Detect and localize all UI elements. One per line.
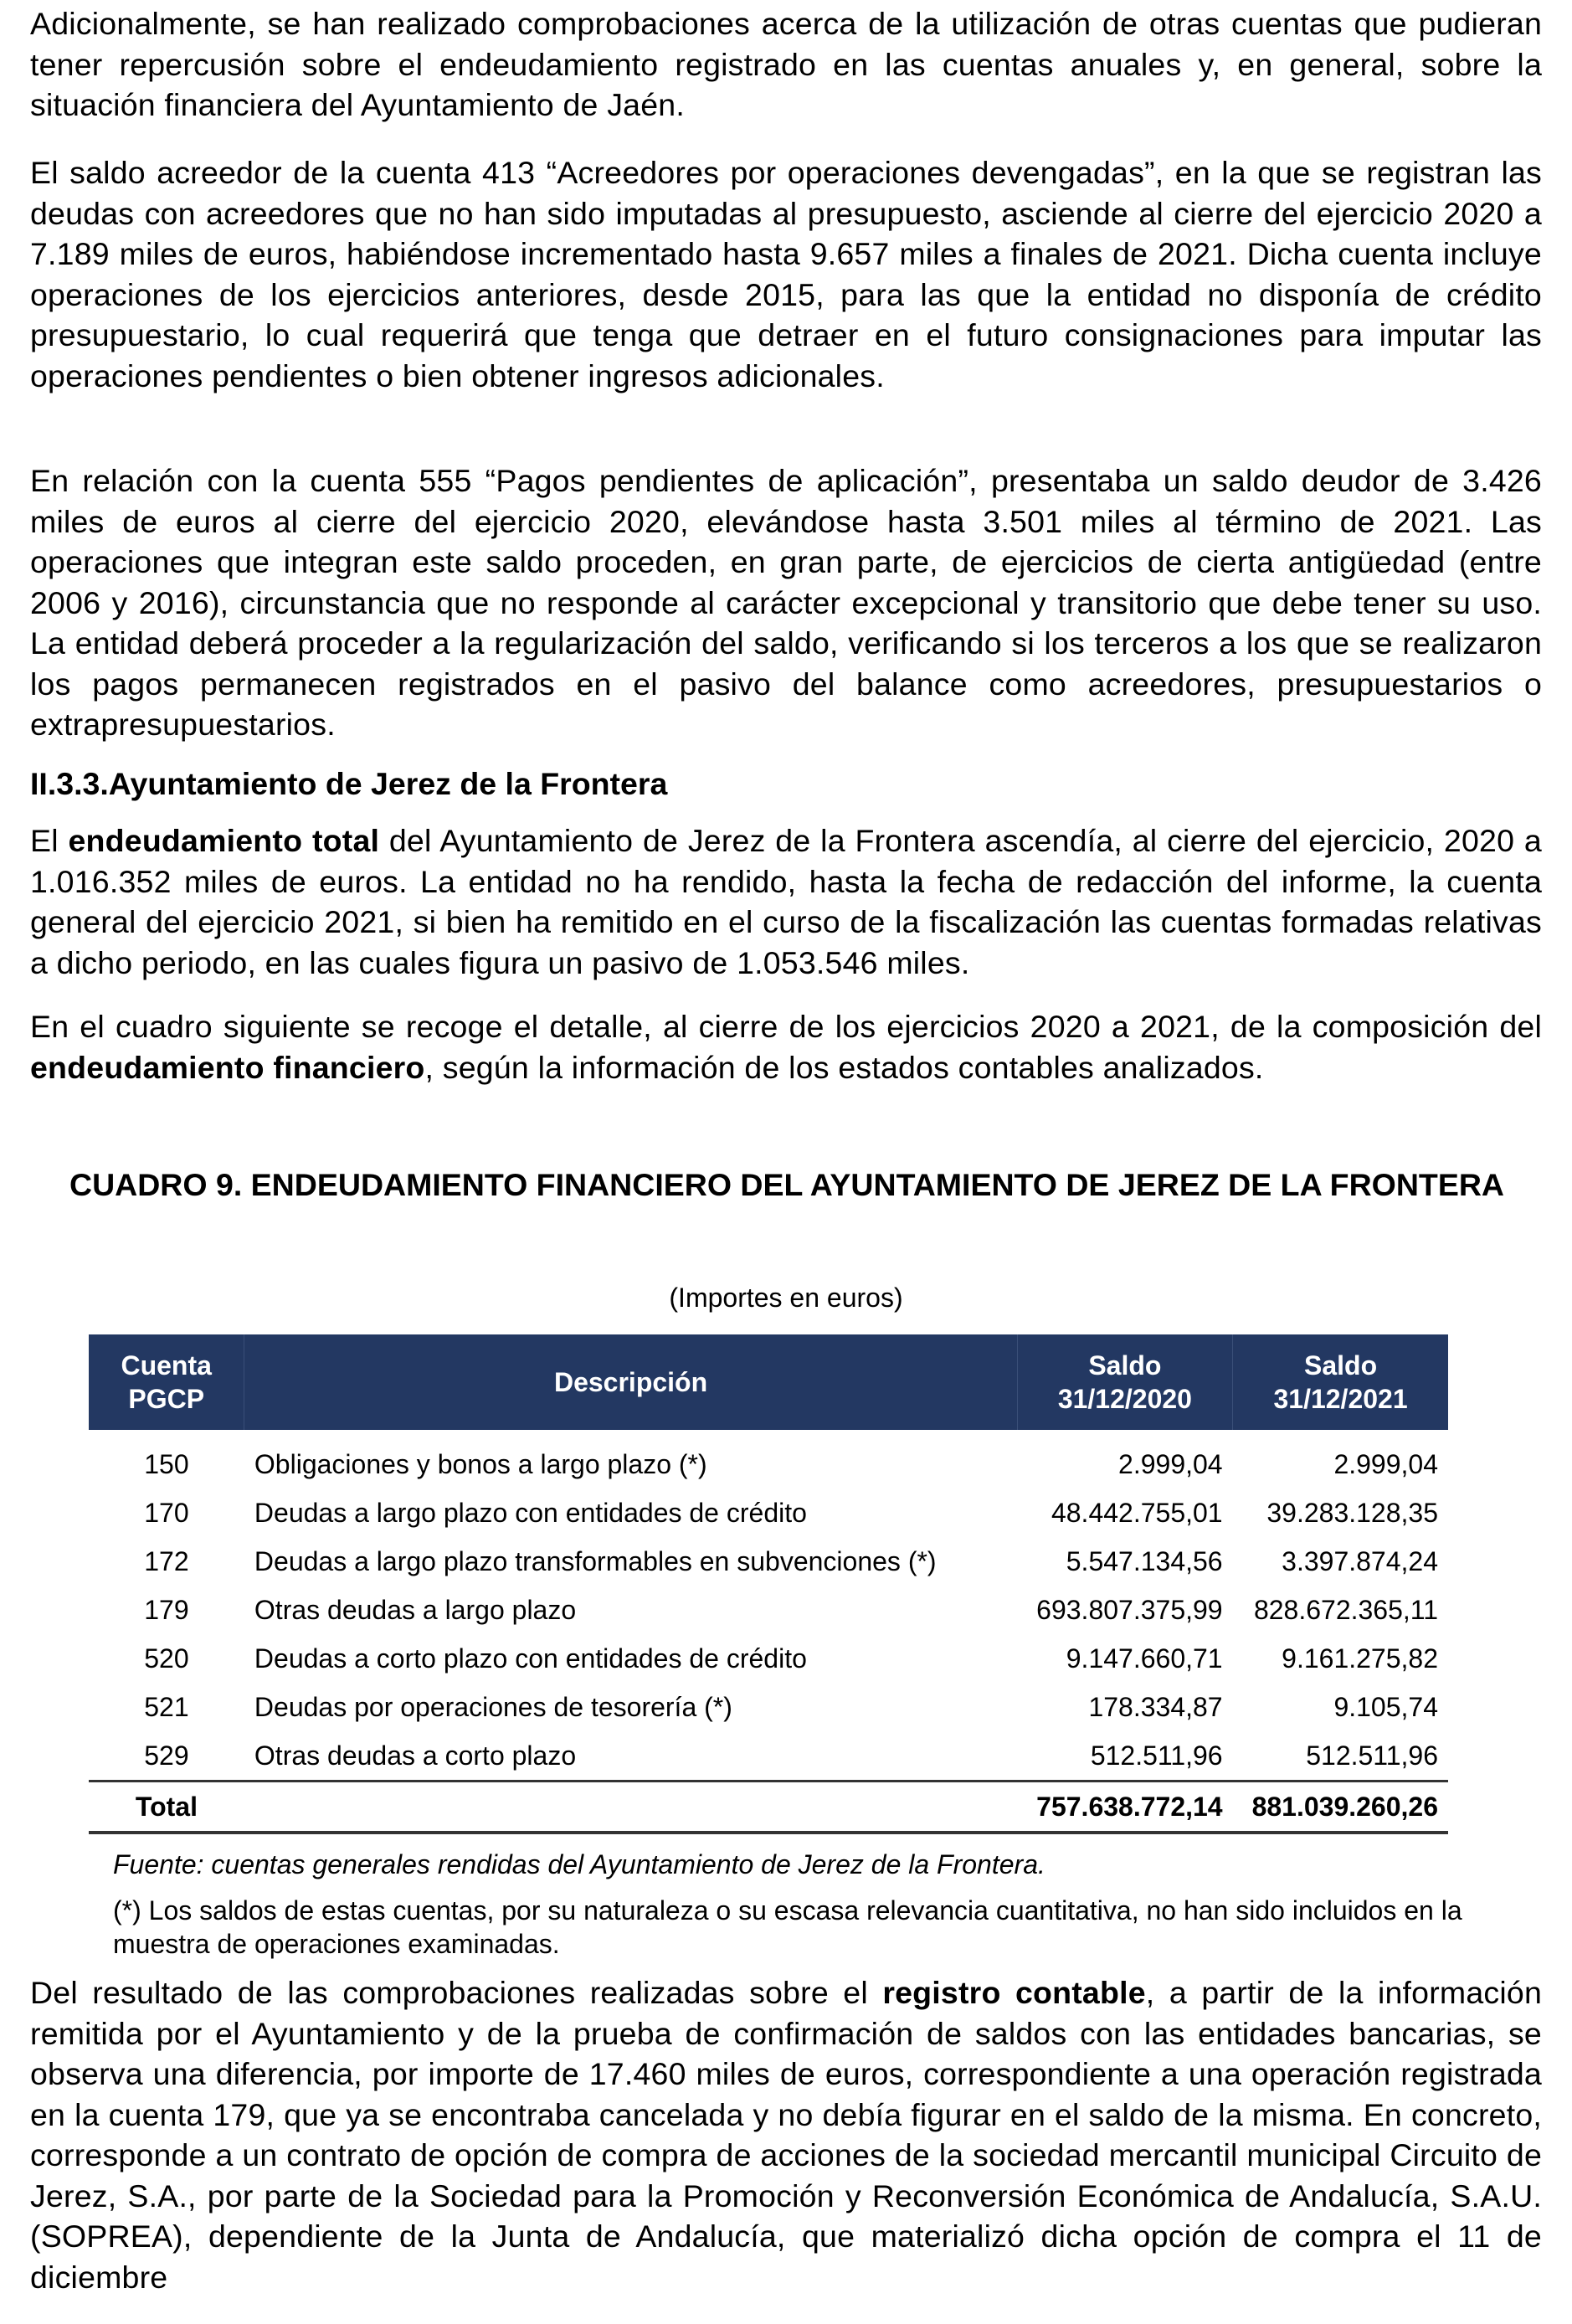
- cell-descripcion: Otras deudas a largo plazo: [254, 1595, 577, 1625]
- header-text: 31/12/2021: [1273, 1384, 1408, 1414]
- table-row: [89, 1537, 1448, 1586]
- cell-saldo-2020: 9.147.660,71: [1066, 1643, 1223, 1674]
- cell-saldo-2020: 48.442.755,01: [1051, 1498, 1223, 1528]
- header-text: Saldo: [1088, 1350, 1162, 1381]
- text-run: Del resultado de las comprobaciones realizadas sobre el: [30, 1975, 883, 2010]
- cell-saldo-2021: 3.397.874,24: [1282, 1546, 1438, 1576]
- cell-descripcion: Otras deudas a corto plazo: [254, 1740, 577, 1771]
- table-row: [89, 1731, 1448, 1782]
- cell-saldo-2021: 9.105,74: [1333, 1692, 1438, 1722]
- paragraph-registro-contable: [30, 1972, 1542, 2297]
- cell-total-2021: 881.039.260,26: [1233, 1782, 1448, 1833]
- cell-saldo-2021: 2.999,04: [1333, 1449, 1438, 1479]
- cell-empty: [244, 1782, 1017, 1833]
- text-run: El: [30, 823, 69, 858]
- section-heading: II.3.3.Ayuntamiento de Jerez de la Frontera: [30, 766, 668, 801]
- cell-saldo-2020: 2.999,04: [1118, 1449, 1223, 1479]
- header-descripcion: Descripción: [244, 1334, 1017, 1430]
- table-source: Fuente: cuentas generales rendidas del Ayuntamiento de Jerez de la Frontera.: [113, 1849, 1045, 1879]
- cell-saldo-2020: 512.511,96: [1090, 1740, 1223, 1771]
- table-footnote: (*) Los saldos de estas cuentas, por su naturaleza o su escasa relevancia cuantitativa, no han sido incluidos en la muestra de operaciones examinadas.: [113, 1895, 1462, 1959]
- cell-descripcion: Deudas a largo plazo con entidades de crédito: [254, 1498, 807, 1528]
- cell-saldo-2021: 512.511,96: [1306, 1740, 1438, 1771]
- paragraph-cuenta-413: El saldo acreedor de la cuenta 413 “Acreedores por operaciones devengadas”, en la que se registran las deudas con acreedores que no han sido imputadas al presupuesto, asciende al cierre del ejercicio 2020 a 7.189 miles de euros, habiéndose incrementado hasta 9.657 miles a finales de 2021. Dicha cuenta incluye operaciones de los ejercicios anteriores, desde 2015, para las que la entidad no disponía de crédito presupuestario, lo cual requerirá que tenga que detraer en el futuro consignaciones para imputar las operaciones pendientes o bien obtener ingresos adicionales.: [30, 155, 1542, 393]
- endeudamiento-table: [89, 1334, 1448, 1834]
- cell-cuenta: 150: [144, 1449, 189, 1479]
- cell-saldo-2021: 828.672.365,11: [1253, 1595, 1438, 1625]
- header-saldo-2021: [1233, 1334, 1448, 1430]
- cell-saldo-2020: 178.334,87: [1088, 1692, 1223, 1722]
- cell-cuenta: 170: [144, 1498, 189, 1528]
- cell-cuenta: 179: [144, 1595, 189, 1625]
- table-row: [89, 1586, 1448, 1634]
- cell-cuenta: 172: [144, 1546, 189, 1576]
- table-row: [89, 1430, 1448, 1488]
- cell-cuenta: 520: [144, 1643, 189, 1674]
- table-row: [89, 1488, 1448, 1537]
- header-text: Cuenta: [121, 1350, 212, 1381]
- paragraph-cuadro-intro: [30, 1006, 1542, 1087]
- cell-saldo-2020: 693.807.375,99: [1036, 1595, 1223, 1625]
- text-run: , según la información de los estados contables analizados.: [424, 1049, 1264, 1085]
- bold-term: registro contable: [882, 1975, 1146, 2010]
- table-title: CUADRO 9. ENDEUDAMIENTO FINANCIERO DEL AYUNTAMIENTO DE JEREZ DE LA FRONTERA: [69, 1167, 1504, 1202]
- text-run: , a partir de la información remitida por el Ayuntamiento y de la prueba de confirmación de saldos con las entidades bancarias, se observa una diferencia, por importe de 17.460 miles de euros, correspondiente a una operación registrada en la cuenta 179, que ya se encontraba cancelada y no debía figurar en el saldo de la misma. En concreto, corresponde a un contrato de opción de compra de acciones de la sociedad mercantil municipal Circuito de Jerez, S.A., por parte de la Sociedad para la Promoción y Reconversión Económica de Andalucía, S.A.U. (SOPREA), dependiente de la Junta de Andalucía, que materializó dicha opción de compra el 11 de diciembre: [30, 1975, 1542, 2295]
- paragraph-endeudamiento-total: [30, 820, 1542, 983]
- cell-descripcion: Deudas por operaciones de tesorería (*): [254, 1692, 732, 1722]
- table-row: [89, 1634, 1448, 1683]
- cell-total-2020: 757.638.772,14: [1017, 1782, 1232, 1833]
- header-saldo-2020: [1017, 1334, 1232, 1430]
- table-units: (Importes en euros): [669, 1283, 903, 1313]
- text-run: del Ayuntamiento de Jerez de la Frontera ascendía, al cierre del ejercicio, 2020 a 1.016.352 miles de euros. La entidad no ha rendido, hasta la fecha de redacción del informe, la cuenta general del ejercicio 2021, si bien ha remitido en el curso de la fiscalización las cuentas formadas relativas a dicho periodo, en las cuales figura un pasivo de 1.053.546 miles.: [30, 823, 1542, 980]
- cell-saldo-2021: 9.161.275,82: [1282, 1643, 1438, 1674]
- bold-term: endeudamiento total: [68, 823, 380, 858]
- cell-saldo-2021: 39.283.128,35: [1266, 1498, 1438, 1528]
- header-text: 31/12/2020: [1057, 1384, 1192, 1414]
- cell-descripcion: Deudas a corto plazo con entidades de crédito: [254, 1643, 807, 1674]
- paragraph-otras-cuentas: Adicionalmente, se han realizado comprobaciones acerca de la utilización de otras cuentas que pudieran tener repercusión sobre el endeudamiento registrado en las cuentas anuales y, en general, sobre la situación financiera del Ayuntamiento de Jaén.: [30, 6, 1542, 122]
- text-run: En el cuadro siguiente se recoge el detalle, al cierre de los ejercicios 2020 a 2021, de la composición del: [30, 1009, 1542, 1044]
- table-row: [89, 1683, 1448, 1731]
- cell-total-label: Total: [89, 1782, 244, 1833]
- cell-cuenta: 529: [144, 1740, 189, 1771]
- cell-descripcion: Deudas a largo plazo transformables en subvenciones (*): [254, 1546, 937, 1576]
- cell-descripcion: Obligaciones y bonos a largo plazo (*): [254, 1449, 707, 1479]
- header-text: PGCP: [128, 1384, 205, 1414]
- table-total-row: [89, 1782, 1448, 1833]
- bold-term: endeudamiento financiero: [30, 1049, 425, 1085]
- header-text: Saldo: [1303, 1350, 1378, 1381]
- paragraph-cuenta-555: En relación con la cuenta 555 “Pagos pendientes de aplicación”, presentaba un saldo deudor de 3.426 miles de euros al cierre del ejercicio 2020, elevándose hasta 3.501 miles al término de 2021. Las operaciones que integran este saldo proceden, en gran parte, de ejercicios de cierta antigüedad (entre 2006 y 2016), circunstancia que no responde al carácter excepcional y transitorio que debe tener su uso. La entidad deberá proceder a la regularización del saldo, verificando si los terceros a los que se realizaron los pagos permanecen registrados en el pasivo del balance como acreedores, presupuestarios o extrapresupuestarios.: [30, 463, 1542, 742]
- table-header-row: [89, 1334, 1448, 1430]
- header-cuenta: [89, 1334, 244, 1430]
- cell-cuenta: 521: [144, 1692, 189, 1722]
- cell-saldo-2020: 5.547.134,56: [1066, 1546, 1223, 1576]
